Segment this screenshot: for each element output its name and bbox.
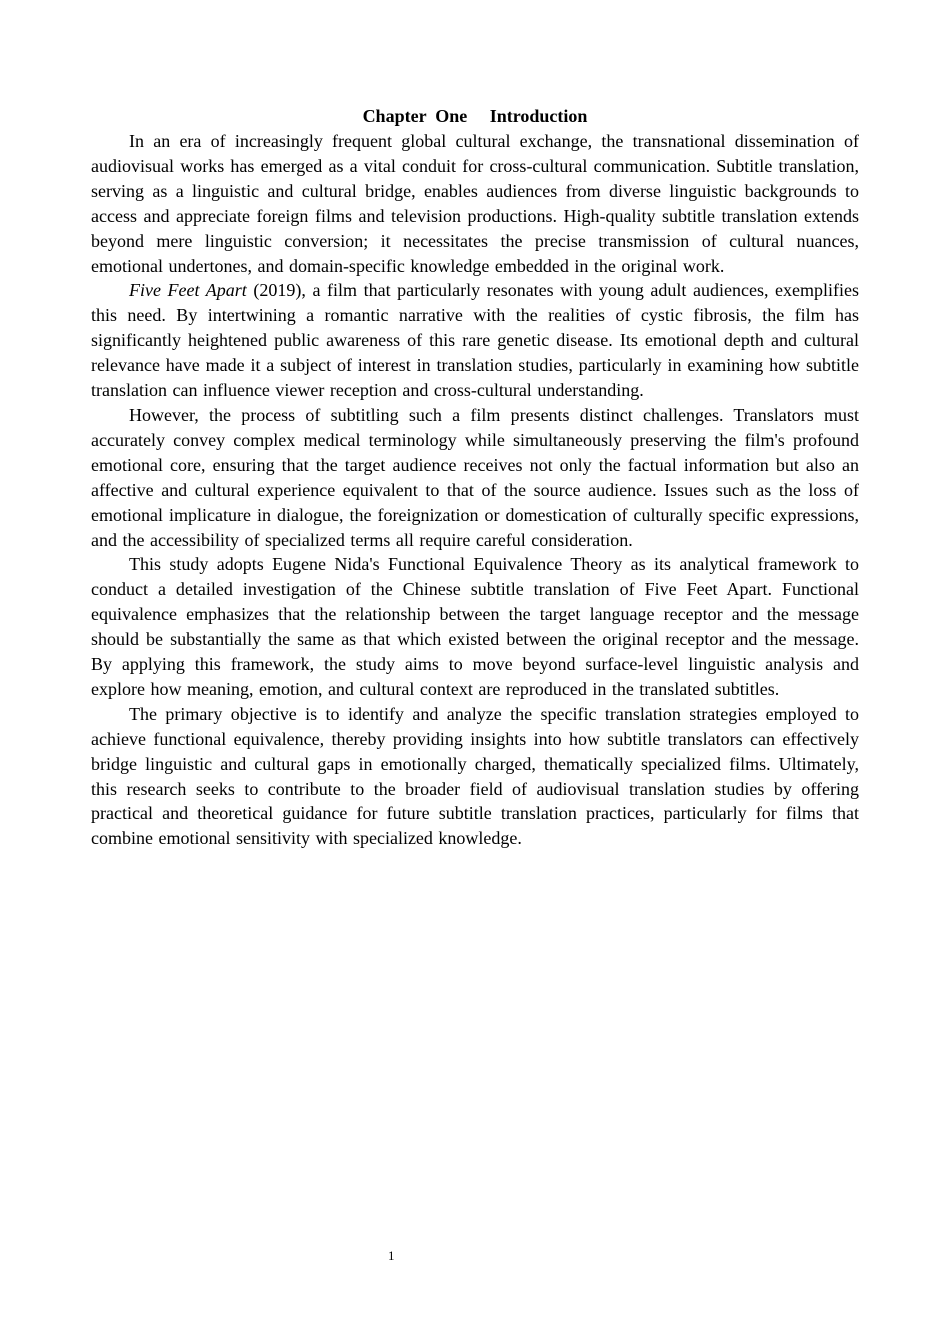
paragraph-2-text: (2019), a film that particularly resonates with young adult audiences, exemplifies this need. By intertwining a romantic narrative with the realities of cystic fibrosis, the film has significantly heightened public awareness of this rare genetic disease. Its emotional depth and cultural relevance have made it a subject of interest in translation studies, particularly in examining how subtitle translation can influence viewer reception and cross-cultural understanding. (91, 280, 860, 401)
paragraph-2 (91, 278, 859, 403)
paragraph-1: In an era of increasingly frequent global cultural exchange, the transnational dissemination of audiovisual works has emerged as a vital conduit for cross-cultural communication. Subtitle translation, serving as a linguistic and cultural bridge, enables audiences from diverse linguistic backgrounds to access and appreciate foreign films and television productions. High-quality subtitle translation extends beyond mere linguistic conversion; it necessitates the precise transmission of cultural nuances, emotional undertones, and domain-specific knowledge embedded in the original work. (91, 131, 859, 276)
film-title-italic: Five Feet Apart (129, 280, 247, 301)
paragraph-5: The primary objective is to identify and analyze the specific translation strategies employed to achieve functional equivalence, thereby providing insights into how subtitle translators can effectively bridge linguistic and cultural gaps in emotionally charged, thematically specialized films. Ultimately, this research seeks to contribute to the broader field of audiovisual translation studies by offering practical and theoretical guidance for future subtitle translation practices, particularly for films that combine emotional sensitivity with specialized knowledge. (91, 703, 859, 849)
paragraph-4: This study adopts Eugene Nida's Functional Equivalence Theory as its analytical framework to conduct a detailed investigation of the Chinese subtitle translation of Five Feet Apart. Functional equivalence emphasizes that the relationship between the target language receptor and the message should be substantially the same as that which existed between the original receptor and the message. By applying this framework, the study aims to move beyond surface-level linguistic analysis and explore how meaning, emotion, and cultural context are reproduced in the translated subtitles. (91, 554, 859, 699)
paragraph-3: However, the process of subtitling such a film presents distinct challenges. Translators must accurately convey complex medical terminology while simultaneously preserving the film's profound emotional core, ensuring that the target audience receives not only the factual information but also an affective and cultural experience equivalent to that of the source audience. Issues such as the loss of emotional implicature in dialogue, the foreignization or domestication of culturally specific expressions, and the accessibility of specialized terms all require careful consideration. (91, 404, 859, 550)
page-content (91, 103, 859, 851)
chapter-title: Chapter One Introduction (362, 106, 588, 126)
page-number: 1 (388, 1248, 395, 1263)
